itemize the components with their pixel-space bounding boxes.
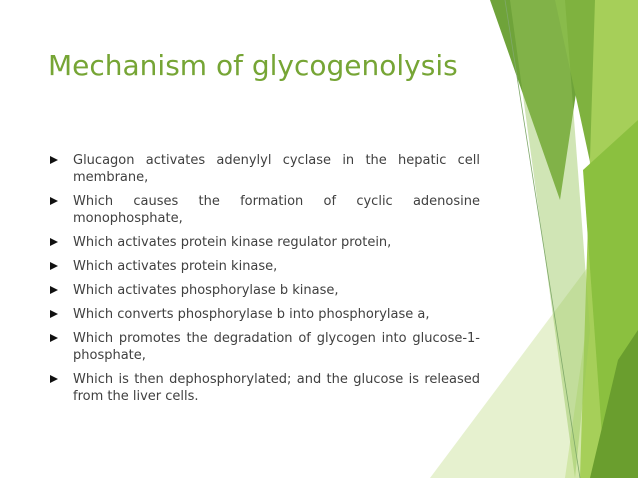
- bullet-arrow-icon: [50, 156, 58, 164]
- bullet-item: [50, 193, 480, 227]
- bullet-arrow-icon: [50, 238, 58, 246]
- bullet-arrow-icon: [50, 310, 58, 318]
- bullet-item: [50, 234, 480, 251]
- slide-title: Mechanism of glycogenolysis: [48, 49, 458, 82]
- bullet-arrow-icon: [50, 334, 58, 342]
- bullet-arrow-icon: [50, 197, 58, 205]
- bullet-item: [50, 282, 480, 299]
- bullet-item: [50, 330, 480, 364]
- bullet-list: [50, 152, 480, 412]
- bullet-text: Which activates protein kinase,: [73, 259, 278, 274]
- bullet-text: Glucagon activates adenylyl cyclase in the hepatic cell membrane,: [73, 153, 480, 185]
- bullet-item: [50, 371, 480, 405]
- bullet-arrow-icon: [50, 286, 58, 294]
- bullet-text: Which is then dephosphorylated; and the glucose is released from the liver cells.: [73, 372, 480, 404]
- bullet-item: [50, 306, 480, 323]
- bullet-text: Which converts phosphorylase b into phosphorylase a,: [73, 307, 430, 322]
- bullet-item: [50, 258, 480, 275]
- bullet-arrow-icon: [50, 262, 58, 270]
- bullet-item: [50, 152, 480, 186]
- bullet-arrow-icon: [50, 375, 58, 383]
- bullet-text: Which promotes the degradation of glycogen into glucose-1-phosphate,: [73, 331, 480, 363]
- bullet-text: Which activates phosphorylase b kinase,: [73, 283, 339, 298]
- bullet-text: Which causes the formation of cyclic adenosine monophosphate,: [73, 194, 480, 226]
- bullet-text: Which activates protein kinase regulator protein,: [73, 235, 392, 250]
